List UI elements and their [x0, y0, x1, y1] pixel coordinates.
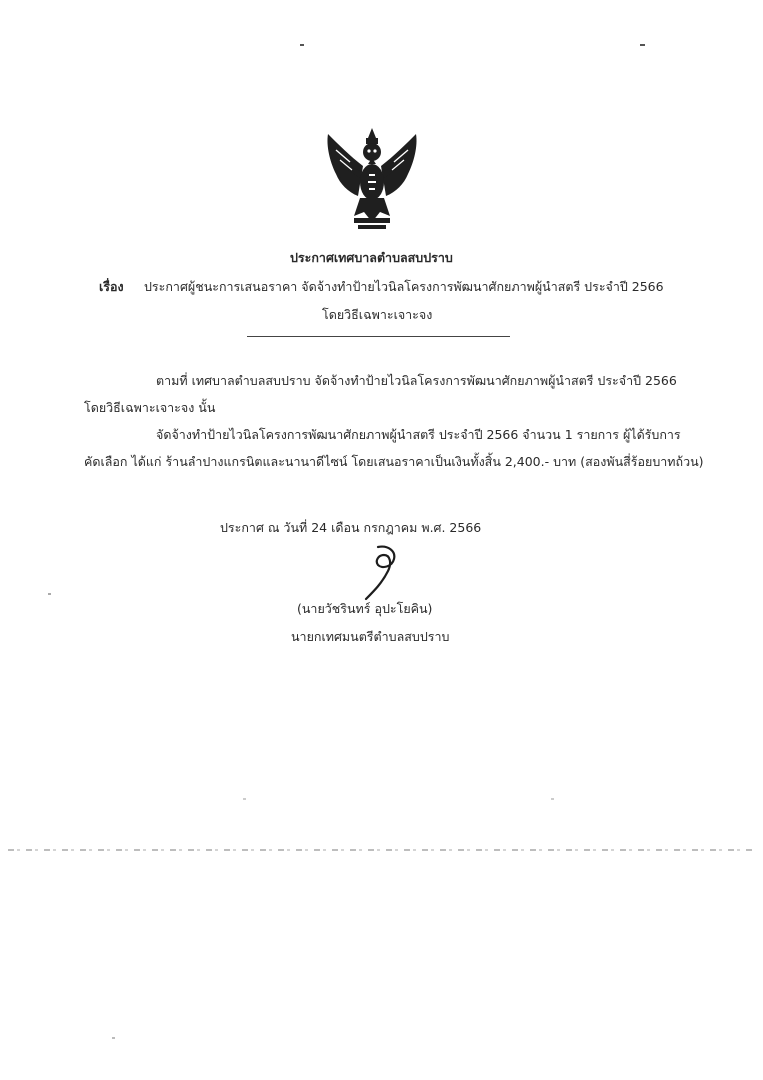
paragraph-1-line-2: โดยวิธีเฉพาะเจาะจง นั้น [84, 400, 216, 415]
signer-title: นายกเทศมนตรีตำบลสบปราบ [291, 629, 450, 644]
signer-name: (นายวัชรินทร์ อุปะโยคิน) [297, 601, 433, 616]
scan-mark [300, 44, 304, 46]
garuda-emblem [320, 126, 424, 234]
scan-artifact-line [8, 849, 753, 851]
divider-line [247, 336, 510, 337]
scan-mark [640, 44, 645, 46]
paragraph-1-line-1: ตามที่ เทศบาลตำบลสบปราบ จัดจ้างทำป้ายไวนิลโครงการพัฒนาศักยภาพผู้นำสตรี ประจำปี 2566 [156, 373, 677, 388]
scan-mark [243, 798, 246, 800]
announcement-date: ประกาศ ณ วันที่ 24 เดือน กรกฎาคม พ.ศ. 2566 [220, 520, 482, 535]
scan-mark [112, 1037, 115, 1039]
scan-mark [551, 798, 554, 800]
paragraph-2-line-2: คัดเลือก ได้แก่ ร้านลำปางแกรนิตและนานาดีไซน์ โดยเสนอราคาเป็นเงินทั้งสิ้น 2,400.- บาท (สองพันสี่ร้อยบาทถ้วน) [84, 454, 704, 469]
paragraph-2-line-1: จัดจ้างทำป้ายไวนิลโครงการพัฒนาศักยภาพผู้นำสตรี ประจำปี 2566 จำนวน 1 รายการ ผู้ได้รับการ [156, 427, 681, 442]
announcement-heading: ประกาศเทศบาลตำบลสบปราบ [290, 250, 453, 265]
subject-label: เรื่อง [99, 279, 124, 294]
scan-mark [48, 593, 51, 595]
subject-line-1: ประกาศผู้ชนะการเสนอราคา จัดจ้างทำป้ายไวนิลโครงการพัฒนาศักยภาพผู้นำสตรี ประจำปี 2566 [144, 279, 664, 294]
handwritten-signature [338, 543, 416, 601]
subject-line-2: โดยวิธีเฉพาะเจาะจง [322, 307, 433, 322]
